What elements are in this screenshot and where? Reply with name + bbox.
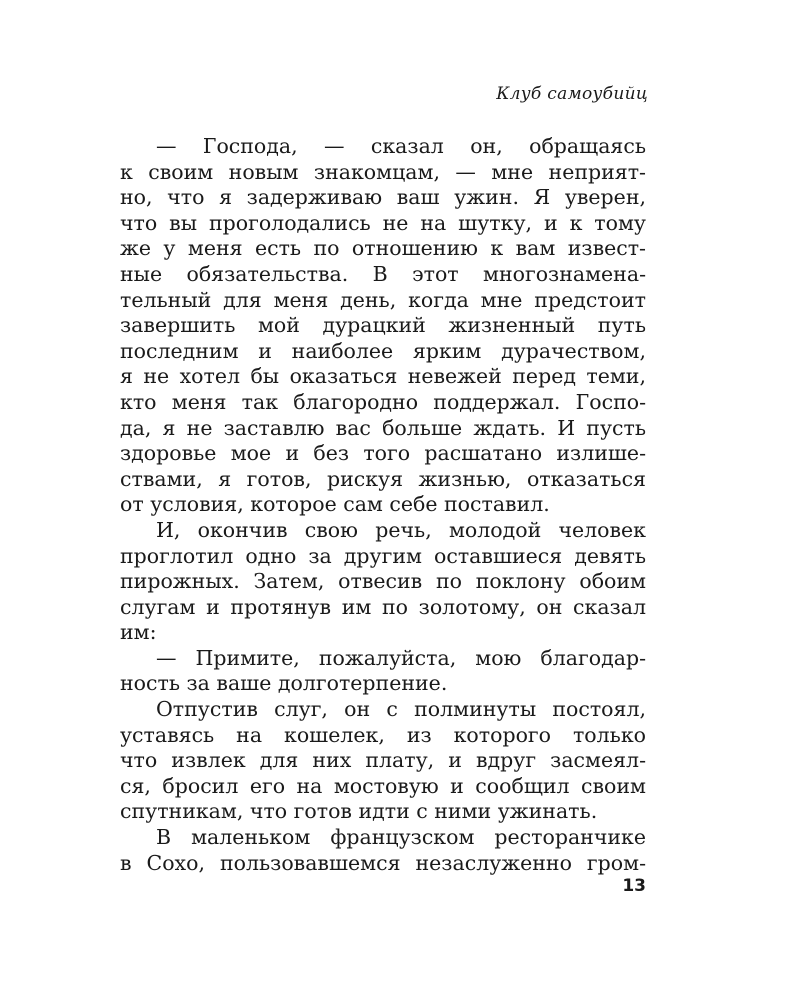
text-line: завершить мой дурацкий жизненный путь [120, 313, 646, 338]
text-line: пирожных. Затем, отвесив по поклону обоим [120, 569, 646, 594]
text-line: И, окончив свою речь, молодой человек [156, 517, 646, 542]
text-line: да, я не заставлю вас больше ждать. И пусть [120, 415, 646, 440]
text-line: здоровье мое и без того расшатано излише- [120, 441, 646, 466]
text-line: же у меня есть по отношению к вам извест- [120, 236, 646, 261]
text-line: В маленьком французском ресторанчике [156, 825, 646, 850]
page-number: 13 [622, 876, 646, 896]
text-line: но, что я задерживаю ваш ужин. Я уверен, [120, 185, 646, 210]
text-line: к своим новым знакомцам, — мне неприят- [120, 159, 646, 184]
text-line: ность за ваше долготерпение. [120, 671, 448, 696]
text-line: что вы проголодались не на шутку, и к тому [120, 210, 646, 235]
running-title: Клуб самоубийц [496, 84, 648, 104]
text-line: ствами, я готов, рискуя жизнью, отказаться [120, 466, 646, 491]
text-line: ся, бросил его на мостовую и сообщил своим [120, 773, 646, 798]
text-line: спутникам, что готов идти с ними ужинать. [120, 799, 598, 824]
text-line: кто меня так благородно поддержал. Госпо- [120, 389, 646, 414]
text-line: слугам и протянув им по золотому, он сказал [120, 594, 646, 619]
text-line: — Господа, — сказал он, обращаясь [156, 134, 646, 158]
text-line: что извлек для них плату, и вдруг засмеял- [120, 748, 646, 773]
text-line: уставясь на кошелек, из которого только [120, 722, 646, 747]
body-text [120, 134, 646, 876]
text-line: последним и наиболее ярким дурачеством, [120, 338, 646, 363]
text-line: я не хотел бы оказаться невежей перед теми, [120, 364, 646, 389]
text-line: — Примите, пожалуйста, мою благодар- [156, 645, 646, 670]
text-line: тельный для меня день, когда мне предстоит [120, 287, 646, 312]
text-line: в Сохо, пользовавшемся незаслуженно гром- [120, 850, 646, 875]
text-line: им: [120, 620, 157, 645]
text-line: проглотил одно за другим оставшиеся девять [120, 543, 646, 568]
text-line: ные обязательства. В этот многознамена- [120, 261, 646, 286]
text-line: Отпустив слуг, он с полминуты постоял, [156, 697, 646, 722]
text-line: от условия, которое сам себе поставил. [120, 492, 550, 517]
